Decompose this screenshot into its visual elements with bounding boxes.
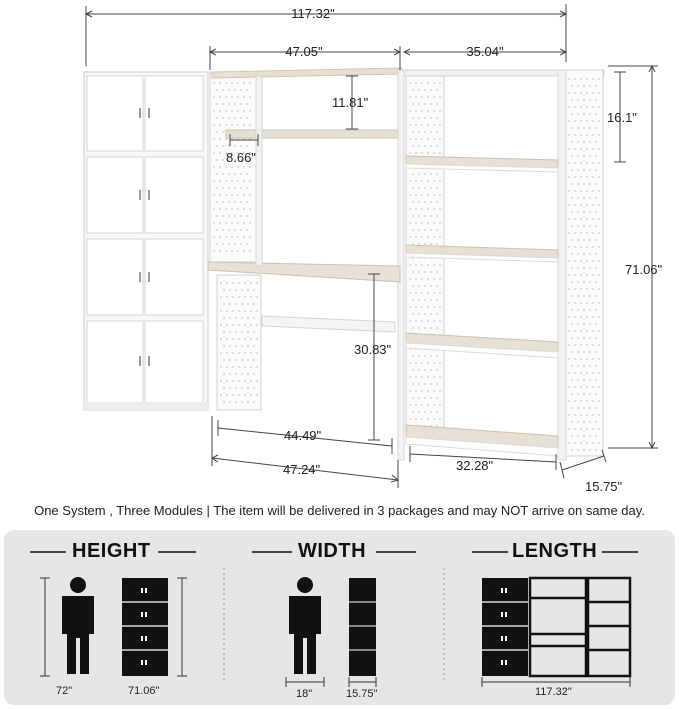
- dim-riser-depth: 8.66": [226, 150, 256, 165]
- cabinet-side-icon: [349, 578, 376, 676]
- person-icon: [289, 577, 321, 674]
- width-title: WIDTH: [298, 540, 367, 562]
- dim-desk-depth: 47.24": [283, 462, 321, 477]
- delivery-caption: One System , Three Modules | The item will be delivered in 3 packages and may NOT arrive on same day.: [34, 503, 645, 518]
- cabinet-height-label: 71.06": [128, 685, 160, 697]
- dim-desk-inner-width: 44.49": [284, 428, 322, 443]
- height-title: HEIGHT: [72, 540, 151, 562]
- dim-desk-height: 30.83": [354, 342, 392, 357]
- cabinet-icon: [122, 578, 168, 676]
- dim-desk-width: 47.05": [285, 44, 323, 59]
- dim-overall-height: 71.06": [625, 262, 663, 277]
- dim-total-width: 117.32": [291, 6, 335, 21]
- length-title: LENGTH: [512, 540, 598, 562]
- person-icon: [62, 577, 94, 674]
- person-width-label: 18": [296, 688, 313, 700]
- length-comparison: [482, 578, 630, 687]
- width-comparison: [286, 577, 376, 687]
- dim-shelf-section-height: 16.1": [607, 110, 637, 125]
- dim-shelf-depth: 15.75": [585, 479, 623, 494]
- total-length-label: 117.32": [535, 686, 572, 698]
- height-comparison: [40, 577, 187, 676]
- dim-shelf-inner-width: 32.28": [456, 458, 494, 473]
- dim-shelf-gap: 11.81": [332, 95, 369, 110]
- person-height-label: 72": [56, 685, 73, 697]
- dim-shelf-width: 35.04": [466, 44, 504, 59]
- cabinet-width-label: 15.75": [346, 688, 378, 700]
